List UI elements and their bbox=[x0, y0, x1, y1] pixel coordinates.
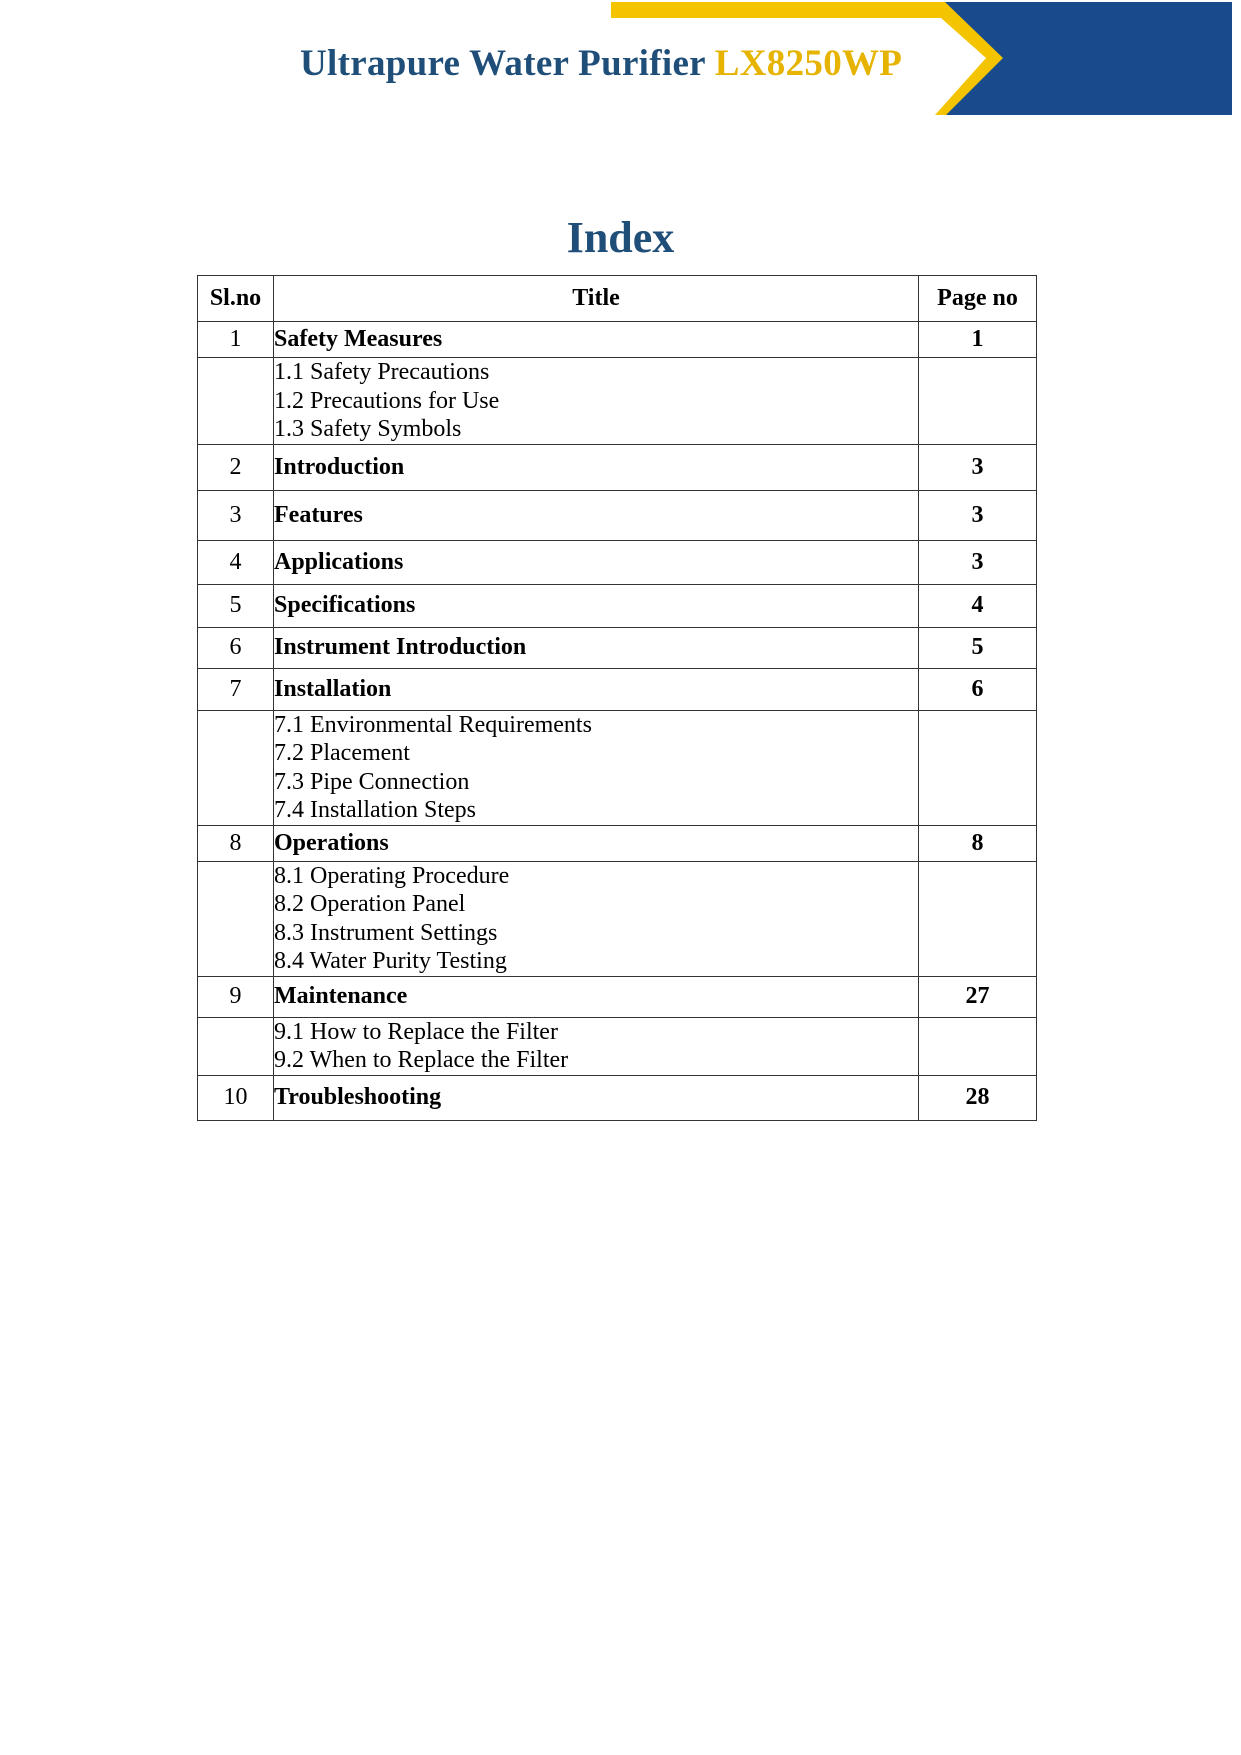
index-row bbox=[198, 540, 1037, 584]
subsection-item: 7.4 Installation Steps bbox=[274, 797, 476, 823]
row-page-number: 5 bbox=[919, 627, 1037, 668]
row-page-number: 3 bbox=[919, 444, 1037, 490]
product-name: Ultrapure Water Purifier bbox=[300, 43, 706, 84]
row-section-title: Maintenance bbox=[274, 976, 919, 1017]
subsection-list bbox=[274, 710, 919, 825]
subsection-list bbox=[274, 861, 919, 976]
index-row bbox=[198, 490, 1037, 540]
index-row bbox=[198, 444, 1037, 490]
subsection-list bbox=[274, 358, 919, 445]
empty-page-cell bbox=[919, 358, 1037, 445]
index-subsection-row bbox=[198, 358, 1037, 445]
index-row bbox=[198, 976, 1037, 1017]
row-section-title: Introduction bbox=[274, 444, 919, 490]
index-subsection-row bbox=[198, 861, 1037, 976]
subsection-item: 7.2 Placement bbox=[274, 740, 410, 766]
column-header-sl: Sl.no bbox=[198, 276, 274, 322]
row-section-title: Features bbox=[274, 490, 919, 540]
index-subsection-row bbox=[198, 710, 1037, 825]
document-title bbox=[300, 42, 902, 85]
empty-sl-cell bbox=[198, 861, 274, 976]
subsection-item: 9.1 How to Replace the Filter bbox=[274, 1018, 558, 1045]
row-sl-number: 3 bbox=[198, 490, 274, 540]
row-sl-number: 5 bbox=[198, 584, 274, 627]
subsection-item: 1.2 Precautions for Use bbox=[274, 387, 500, 414]
model-number: LX8250WP bbox=[714, 43, 903, 84]
row-section-title: Applications bbox=[274, 540, 919, 584]
subsection-item: 7.3 Pipe Connection bbox=[274, 768, 470, 795]
row-page-number: 1 bbox=[919, 322, 1037, 358]
index-table bbox=[197, 275, 1037, 1121]
empty-page-cell bbox=[919, 1017, 1037, 1075]
row-section-title: Instrument Introduction bbox=[274, 627, 919, 668]
row-page-number: 8 bbox=[919, 825, 1037, 861]
index-subsection-row bbox=[198, 1017, 1037, 1075]
row-page-number: 6 bbox=[919, 668, 1037, 710]
row-page-number: 28 bbox=[919, 1075, 1037, 1120]
row-section-title: Installation bbox=[274, 668, 919, 710]
row-sl-number: 4 bbox=[198, 540, 274, 584]
row-page-number: 3 bbox=[919, 540, 1037, 584]
row-sl-number: 7 bbox=[198, 668, 274, 710]
subsection-item: 8.4 Water Purity Testing bbox=[274, 948, 507, 974]
empty-sl-cell bbox=[198, 1017, 274, 1075]
row-section-title: Operations bbox=[274, 825, 919, 861]
row-sl-number: 1 bbox=[198, 322, 274, 358]
index-row bbox=[198, 584, 1037, 627]
subsection-item: 1.1 Safety Precautions bbox=[274, 359, 490, 385]
subsection-item: 1.3 Safety Symbols bbox=[274, 416, 462, 442]
row-sl-number: 8 bbox=[198, 825, 274, 861]
row-page-number: 3 bbox=[919, 490, 1037, 540]
row-sl-number: 9 bbox=[198, 976, 274, 1017]
row-sl-number: 10 bbox=[198, 1075, 274, 1120]
column-header-title: Title bbox=[274, 276, 919, 322]
empty-page-cell bbox=[919, 861, 1037, 976]
subsection-item: 8.1 Operating Procedure bbox=[274, 862, 510, 889]
index-table-body bbox=[198, 322, 1037, 1121]
index-heading: Index bbox=[566, 213, 675, 262]
index-row bbox=[198, 322, 1037, 358]
row-page-number: 4 bbox=[919, 584, 1037, 627]
index-row bbox=[198, 1075, 1037, 1120]
index-header-row bbox=[198, 276, 1037, 322]
subsection-item: 8.3 Instrument Settings bbox=[274, 919, 498, 946]
subsection-item: 9.2 When to Replace the Filter bbox=[274, 1047, 569, 1073]
empty-sl-cell bbox=[198, 358, 274, 445]
index-row bbox=[198, 627, 1037, 668]
subsection-item: 7.1 Environmental Requirements bbox=[274, 711, 592, 738]
row-sl-number: 6 bbox=[198, 627, 274, 668]
row-section-title: Specifications bbox=[274, 584, 919, 627]
row-section-title: Troubleshooting bbox=[274, 1075, 919, 1120]
index-row bbox=[198, 668, 1037, 710]
index-row bbox=[198, 825, 1037, 861]
subsection-item: 8.2 Operation Panel bbox=[274, 891, 466, 917]
empty-sl-cell bbox=[198, 710, 274, 825]
row-page-number: 27 bbox=[919, 976, 1037, 1017]
empty-page-cell bbox=[919, 710, 1037, 825]
row-sl-number: 2 bbox=[198, 444, 274, 490]
row-section-title: Safety Measures bbox=[274, 322, 919, 358]
column-header-page: Page no bbox=[919, 276, 1037, 322]
subsection-list bbox=[274, 1017, 919, 1075]
